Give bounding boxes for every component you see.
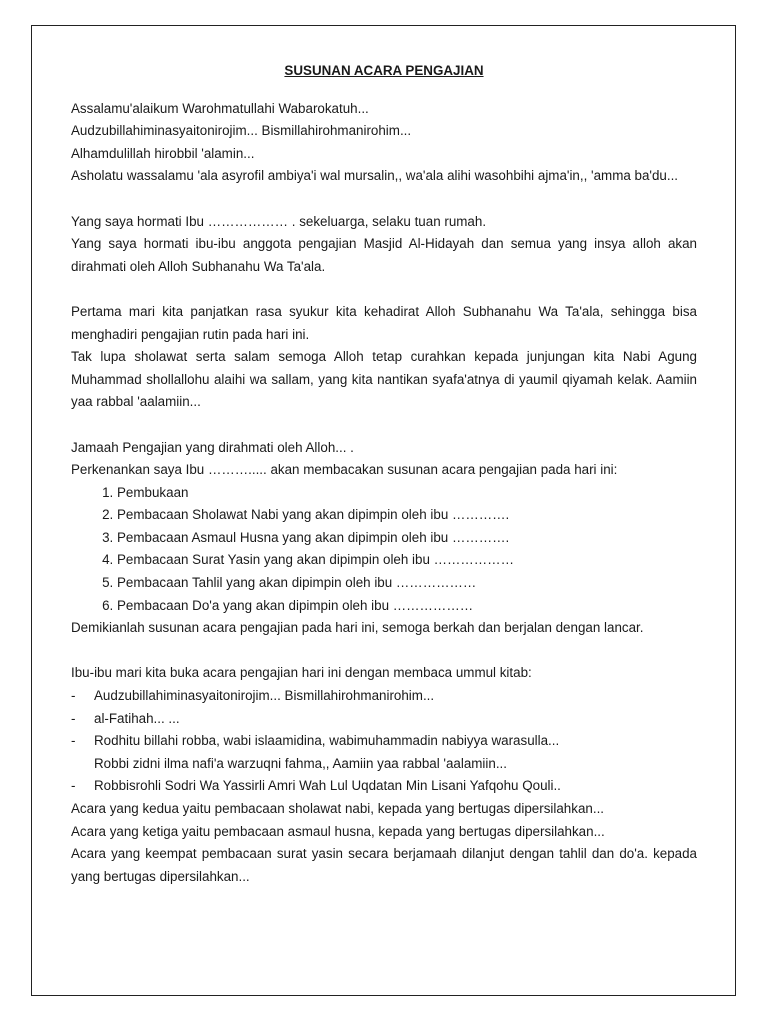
ummul-item: - Robbisrohli Sodri Wa Yassirli Amri Wah Lul Uqdatan Min Lisani Yafqohu Qouli.. xyxy=(71,775,697,798)
greeting-line: Assalamu'alaikum Warohmatullahi Wabarokatuh... xyxy=(71,100,369,116)
agenda-list xyxy=(71,482,697,618)
spacer xyxy=(71,640,697,663)
taawudz-line: Audzubillahiminasyaitonirojim... Bismillahirohmanirohim... xyxy=(71,123,412,139)
agenda-item: 1. Pembukaan xyxy=(117,482,697,505)
ummul-item: - Audzubillahiminasyaitonirojim... Bismillahirohmanirohim... xyxy=(71,685,697,708)
next-agenda-2: Acara yang kedua yaitu pembacaan sholawat nabi, kepada yang bertugas dipersilahkan... xyxy=(71,801,605,816)
ummul-item-line: Robbi zidni ilma nafi'a warzuqni fahma,, Aamiin yaa rabbal 'aalamiin... xyxy=(94,755,507,771)
agenda-item: 6. Pembacaan Do'a yang akan dipimpin oleh ibu ……………… xyxy=(117,595,697,618)
respect-members: Yang saya hormati ibu-ibu anggota pengajian Masjid Al-Hidayah dan semua yang insya alloh akan dirahmati oleh Alloh Subhanahu Wa Ta'ala. xyxy=(71,236,697,274)
document-title: SUSUNAN ACARA PENGAJIAN xyxy=(284,63,484,78)
spacer xyxy=(71,278,697,301)
hamdalah-line: Alhamdulillah hirobbil 'alamin... xyxy=(71,145,255,161)
next-agenda-3: Acara yang ketiga yaitu pembacaan asmaul husna, kepada yang bertugas dipersilahkan... xyxy=(71,823,605,839)
agenda-item: 2. Pembacaan Sholawat Nabi yang akan dipimpin oleh ibu …………. xyxy=(117,504,697,527)
next-agenda-4: Acara yang keempat pembacaan surat yasin secara berjamaah dilanjut dengan tahlil dan do'a. kepada yang bertugas dipersilahkan... xyxy=(71,846,697,884)
sholawat-line: Asholatu wassalamu 'ala asyrofil ambiya'i wal mursalin,, wa'ala alihi wasohbihi ajma'in,, 'amma ba'du... xyxy=(71,168,679,184)
spacer xyxy=(71,414,697,437)
respect-host: Yang saya hormati Ibu ……………… . sekeluarga, selaku tuan rumah. xyxy=(71,213,487,229)
ummul-item: - al-Fatihah... ... xyxy=(71,708,697,731)
agenda-item: 4. Pembacaan Surat Yasin yang akan dipimpin oleh ibu ……………… xyxy=(117,549,697,572)
agenda-intro-1: Jamaah Pengajian yang dirahmati oleh Alloh... . xyxy=(71,439,354,455)
ummul-item xyxy=(71,730,697,775)
spacer xyxy=(71,188,697,211)
agenda-item: 3. Pembacaan Asmaul Husna yang akan dipimpin oleh ibu …………. xyxy=(117,527,697,550)
ummul-intro: Ibu-ibu mari kita buka acara pengajian hari ini dengan membaca ummul kitab: xyxy=(71,665,532,681)
agenda-item: 5. Pembacaan Tahlil yang akan dipimpin oleh ibu ……………… xyxy=(117,572,697,595)
gratitude-paragraph: Pertama mari kita panjatkan rasa syukur kita kehadirat Alloh Subhanahu Wa Ta'ala, sehingga bisa menghadiri pengajian rutin pada hari ini. xyxy=(71,303,697,342)
document-page xyxy=(31,25,736,996)
ummul-item-line: Rodhitu billahi robba, wabi islaamidina, wabimuhammadin nabiyya warasulla... xyxy=(94,733,560,749)
ummul-list xyxy=(71,685,697,798)
agenda-intro-2: Perkenankan saya Ibu ………..... akan membacakan susunan acara pengajian pada hari ini: xyxy=(71,462,618,478)
document-content xyxy=(71,60,697,888)
agenda-closing: Demikianlah susunan acara pengajian pada hari ini, semoga berkah dan berjalan dengan lancar. xyxy=(71,620,644,636)
sholawat-paragraph: Tak lupa sholawat serta salam semoga Alloh tetap curahkan kepada junjungan kita Nabi Agung Muhammad shollallohu alaihi wa sallam, yang kita nantikan syafa'atnya di yaumil qiyamah kelak. Aamiin yaa rabbal 'aalamiin... xyxy=(71,349,697,410)
